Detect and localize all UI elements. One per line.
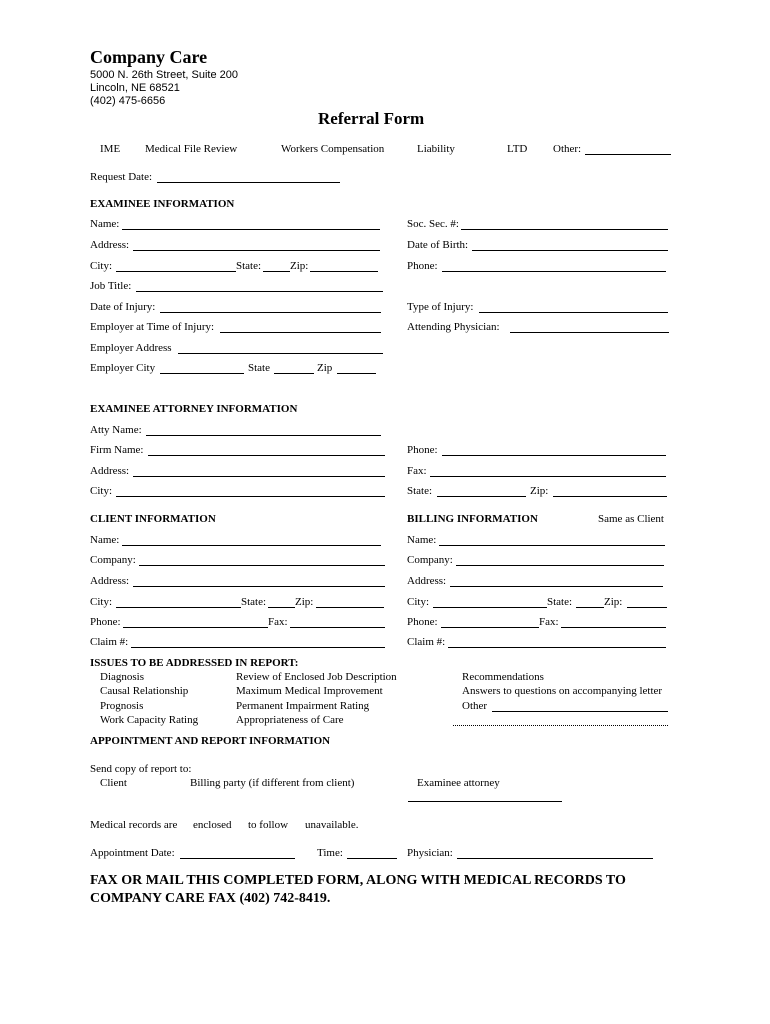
employer-city-label: Employer City [90, 362, 156, 374]
firm-name-field[interactable] [148, 455, 385, 456]
company-name: Company Care [90, 47, 208, 67]
examinee-date-of-injury-label: Date of Injury: [90, 301, 156, 313]
referral-other-field[interactable] [585, 154, 671, 155]
billing-company-label: Company: [407, 554, 453, 566]
medical-records-label: Medical records are [90, 819, 178, 831]
company-address-line1: 5000 N. 26th Street, Suite 200 [90, 69, 238, 81]
client-address-label: Address: [90, 575, 130, 587]
examinee-dob-field[interactable] [472, 250, 668, 251]
client-city-field[interactable] [116, 607, 241, 608]
client-zip-field[interactable] [316, 607, 384, 608]
client-zip-label: Zip: [295, 596, 314, 608]
referral-liability-option[interactable]: Liability [417, 143, 455, 155]
appointment-time-field[interactable] [347, 858, 397, 859]
billing-claim-label: Claim #: [407, 636, 446, 648]
employer-address-field[interactable] [178, 353, 383, 354]
atty-zip-label: Zip: [530, 485, 549, 497]
employer-zip-label: Zip [317, 362, 333, 374]
issue-other-option[interactable]: Other [462, 700, 488, 712]
appointment-time-label: Time: [317, 847, 343, 859]
examinee-phone-field[interactable] [442, 271, 666, 272]
issue-other-field-continued[interactable] [453, 725, 668, 726]
atty-address-field[interactable] [133, 476, 385, 477]
referral-medical-file-review-option[interactable]: Medical File Review [145, 143, 238, 155]
atty-state-field[interactable] [437, 496, 526, 497]
atty-phone-field[interactable] [442, 455, 666, 456]
employer-at-injury-label: Employer at Time of Injury: [90, 321, 215, 333]
examinee-name-field[interactable] [122, 229, 380, 230]
issue-other-field[interactable] [492, 711, 668, 712]
examinee-phone-label: Phone: [407, 260, 438, 272]
referral-other-label: Other: [553, 143, 582, 155]
employer-city-field[interactable] [160, 373, 244, 374]
billing-address-field[interactable] [450, 586, 663, 587]
fax-instructions: FAX OR MAIL THIS COMPLETED FORM, ALONG WITH MEDICAL RECORDS TO COMPANY CARE FAX (402) 742-8419. [90, 873, 626, 906]
issue-option[interactable]: Prognosis [100, 700, 144, 712]
employer-state-label: State [248, 362, 270, 374]
examinee-city-field[interactable] [116, 271, 236, 272]
client-fax-field[interactable] [290, 627, 385, 628]
examinee-job-title-label: Job Title: [90, 280, 132, 292]
atty-fax-field[interactable] [430, 476, 666, 477]
examinee-zip-field[interactable] [310, 271, 378, 272]
client-heading: CLIENT INFORMATION [90, 513, 216, 525]
issue-option[interactable]: Diagnosis [100, 671, 144, 683]
examinee-date-of-injury-field[interactable] [160, 312, 381, 313]
atty-address-label: Address: [90, 465, 130, 477]
attending-physician-label: Attending Physician: [407, 321, 500, 333]
examinee-ssn-label: Soc. Sec. #: [407, 218, 459, 230]
billing-heading: BILLING INFORMATION [407, 513, 538, 525]
records-enclosed-option[interactable]: enclosed [193, 819, 232, 831]
appointment-date-field[interactable] [180, 858, 295, 859]
issue-option[interactable]: Maximum Medical Improvement [236, 685, 383, 697]
send-copy-other-field[interactable] [408, 801, 562, 802]
atty-state-label: State: [407, 485, 433, 497]
atty-name-field[interactable] [146, 435, 381, 436]
send-copy-examinee-attorney-option[interactable]: Examinee attorney [417, 777, 500, 789]
client-phone-field[interactable] [123, 627, 268, 628]
billing-address-label: Address: [407, 575, 447, 587]
issues-heading: ISSUES TO BE ADDRESSED IN REPORT: [90, 657, 299, 669]
billing-zip-field[interactable] [627, 607, 667, 608]
request-date-field[interactable] [157, 182, 340, 183]
billing-name-field[interactable] [439, 545, 665, 546]
client-fax-label: Fax: [268, 616, 288, 628]
billing-claim-field[interactable] [448, 647, 666, 648]
physician-field[interactable] [457, 858, 653, 859]
examinee-address-label: Address: [90, 239, 130, 251]
client-name-label: Name: [90, 534, 120, 546]
examinee-zip-label: Zip: [290, 260, 309, 272]
billing-city-label: City: [407, 596, 430, 608]
billing-company-field[interactable] [456, 565, 664, 566]
client-phone-label: Phone: [90, 616, 121, 628]
client-company-field[interactable] [139, 565, 385, 566]
examinee-job-title-field[interactable] [136, 291, 383, 292]
records-to-follow-option[interactable]: to follow [248, 819, 289, 831]
billing-zip-label: Zip: [604, 596, 623, 608]
examinee-state-field[interactable] [263, 271, 290, 272]
issue-option[interactable]: Recommendations [462, 671, 544, 683]
issue-option[interactable]: Appropriateness of Care [236, 714, 344, 726]
atty-city-field[interactable] [116, 496, 385, 497]
client-name-field[interactable] [122, 545, 381, 546]
referral-workers-comp-option[interactable]: Workers Compensation [281, 143, 385, 155]
company-phone: (402) 475-6656 [90, 95, 166, 107]
same-as-client-option[interactable]: Same as Client [598, 513, 664, 525]
firm-name-label: Firm Name: [90, 444, 144, 456]
billing-state-field[interactable] [576, 607, 604, 608]
billing-name-label: Name: [407, 534, 437, 546]
examinee-type-of-injury-field[interactable] [479, 312, 668, 313]
examinee-dob-label: Date of Birth: [407, 239, 469, 251]
employer-state-field[interactable] [274, 373, 314, 374]
billing-phone-label: Phone: [407, 616, 438, 628]
examinee-state-label: State: [236, 260, 262, 272]
client-claim-field[interactable] [131, 647, 385, 648]
atty-name-label: Atty Name: [90, 424, 142, 436]
attending-physician-field[interactable] [510, 332, 669, 333]
appointment-date-label: Appointment Date: [90, 847, 175, 859]
atty-zip-field[interactable] [553, 496, 667, 497]
employer-zip-field[interactable] [337, 373, 376, 374]
atty-fax-label: Fax: [407, 465, 427, 477]
employer-address-label: Employer Address [90, 342, 172, 354]
client-address-field[interactable] [133, 586, 385, 587]
send-copy-client-option[interactable]: Client [100, 777, 127, 789]
appointment-heading: APPOINTMENT AND REPORT INFORMATION [90, 735, 331, 747]
company-address-line2: Lincoln, NE 68521 [90, 82, 180, 94]
request-date-label: Request Date: [90, 171, 153, 183]
atty-city-label: City: [90, 485, 113, 497]
issue-option[interactable]: Permanent Impairment Rating [236, 700, 370, 712]
billing-fax-label: Fax: [539, 616, 559, 628]
client-claim-label: Claim #: [90, 636, 129, 648]
atty-phone-label: Phone: [407, 444, 438, 456]
issue-option[interactable]: Review of Enclosed Job Description [236, 671, 397, 683]
billing-state-label: State: [547, 596, 573, 608]
referral-ime-option[interactable]: IME [100, 143, 121, 155]
issue-option[interactable]: Answers to questions on accompanying letter [462, 685, 663, 697]
client-state-label: State: [241, 596, 267, 608]
send-copy-label: Send copy of report to: [90, 763, 192, 775]
issue-option[interactable]: Causal Relationship [100, 685, 189, 697]
records-unavailable-option[interactable]: unavailable. [305, 819, 359, 831]
examinee-ssn-field[interactable] [461, 229, 668, 230]
examinee-type-of-injury-label: Type of Injury: [407, 301, 474, 313]
issue-option[interactable]: Work Capacity Rating [100, 714, 199, 726]
send-copy-billing-party-option[interactable]: Billing party (if different from client) [190, 777, 355, 789]
examinee-city-label: City: [90, 260, 113, 272]
examinee-heading: EXAMINEE INFORMATION [90, 198, 235, 210]
examinee-name-label: Name: [90, 218, 120, 230]
form-title: Referral Form [318, 109, 425, 128]
attorney-heading: EXAMINEE ATTORNEY INFORMATION [90, 403, 298, 415]
physician-label: Physician: [407, 847, 453, 859]
billing-phone-field[interactable] [441, 627, 539, 628]
client-city-label: City: [90, 596, 113, 608]
examinee-address-field[interactable] [133, 250, 380, 251]
employer-at-injury-field[interactable] [220, 332, 381, 333]
client-state-field[interactable] [268, 607, 295, 608]
client-company-label: Company: [90, 554, 136, 566]
referral-ltd-option[interactable]: LTD [507, 143, 528, 155]
billing-fax-field[interactable] [561, 627, 666, 628]
billing-city-field[interactable] [433, 607, 547, 608]
